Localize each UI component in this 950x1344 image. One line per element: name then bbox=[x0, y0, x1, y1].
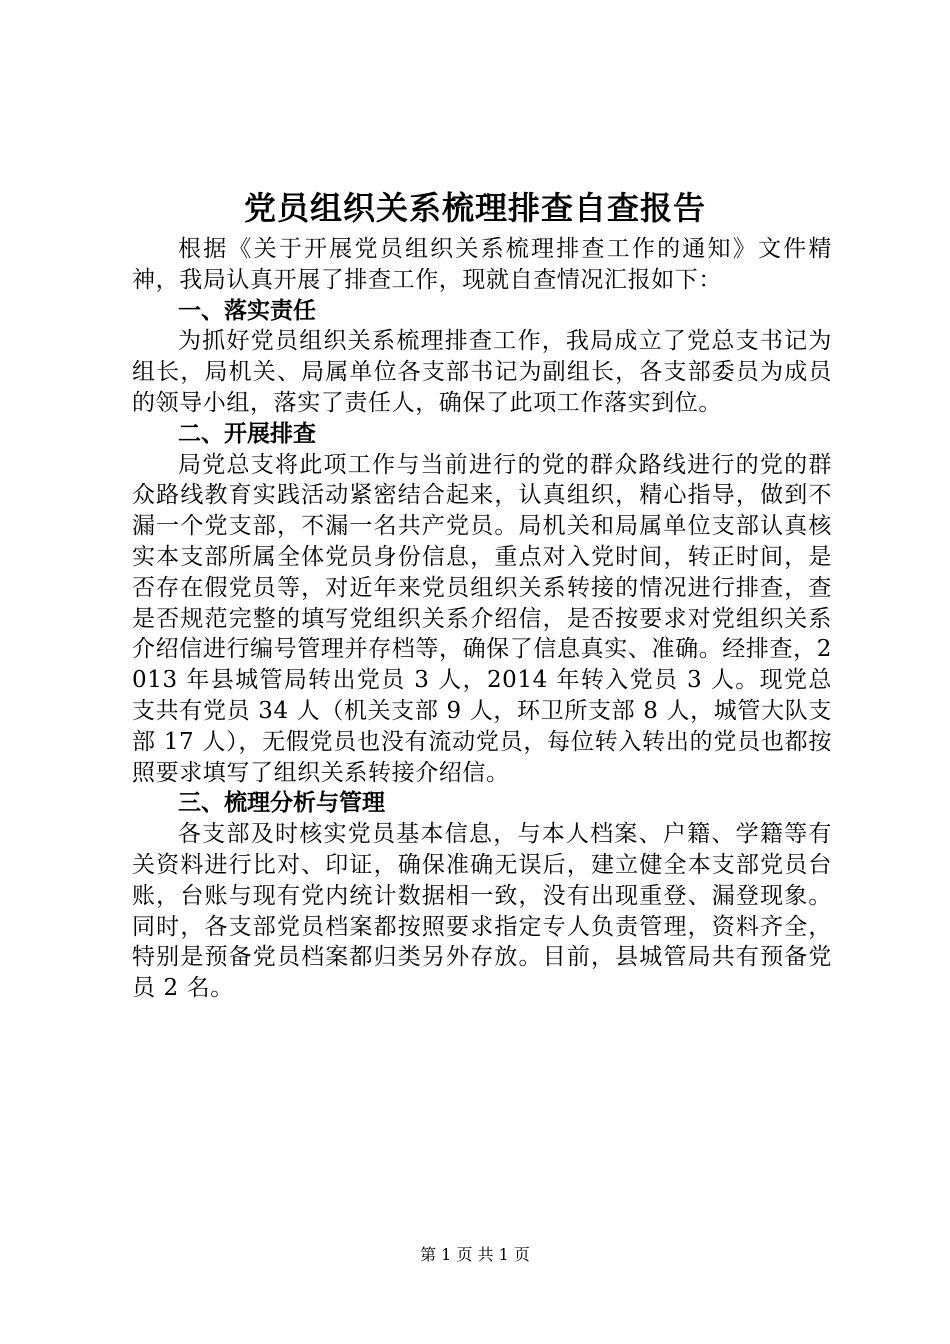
page-number-footer: 第 1 页 共 1 页 bbox=[420, 1245, 530, 1264]
section-heading-1: 一、落实责任 bbox=[178, 297, 316, 324]
section-paragraph-1: 为抓好党员组织关系梳理排查工作，我局成立了党总支书记为组长，局机关、局属单位各支部书记为副组长，各支部委员为成员的领导小组，落实了责任人，确保了此项工作落实到位。 bbox=[132, 328, 832, 416]
section-heading-2: 二、开展排查 bbox=[178, 420, 316, 447]
section-paragraph-3: 各支部及时核实党员基本信息，与本人档案、户籍、学籍等有关资料进行比对、印证，确保准确无误后，建立健全本支部党员台账，台账与现有党内统计数据相一致，没有出现重登、漏登现象。同时，各支部党员档案都按照要求指定专人负责管理，资料齐全，特别是预备党员档案都归类另外存放。目前，县城管局共有预备党员 2 名。 bbox=[132, 821, 832, 1002]
section-paragraph-2: 局党总支将此项工作与当前进行的党的群众路线进行的党的群众路线教育实践活动紧密结合起来，认真组织，精心指导，做到不漏一个党支部，不漏一名共产党员。局机关和局属单位支部认真核实本支部所属全体党员身份信息，重点对入党时间，转正时间，是否存在假党员等，对近年来党员组织关系转接的情况进行排查，查是否规范完整的填写党组织关系介绍信，是否按要求对党组织关系介绍信进行编号管理并存档等，确保了信息真实、准确。经排查，2013 年县城管局转出党员 3 人，2014 年转入党员 3 人。现党总支共有党员 34 人（机关支部 9 人，环卫所支部 8 人，城管大队支部 17 人），无假党员也没有流动党员，每位转入转出的党员也都按照要求填写了组织关系转接介绍信。 bbox=[132, 451, 832, 786]
document-body bbox=[132, 234, 832, 1004]
section-heading-3: 三、梳理分析与管理 bbox=[178, 790, 385, 817]
document-title: 党员组织关系梳理排查自查报告 bbox=[243, 189, 706, 227]
intro-paragraph: 根据《关于开展党员组织关系梳理排查工作的通知》文件精神，我局认真开展了排查工作，现就自查情况汇报如下： bbox=[132, 236, 832, 293]
